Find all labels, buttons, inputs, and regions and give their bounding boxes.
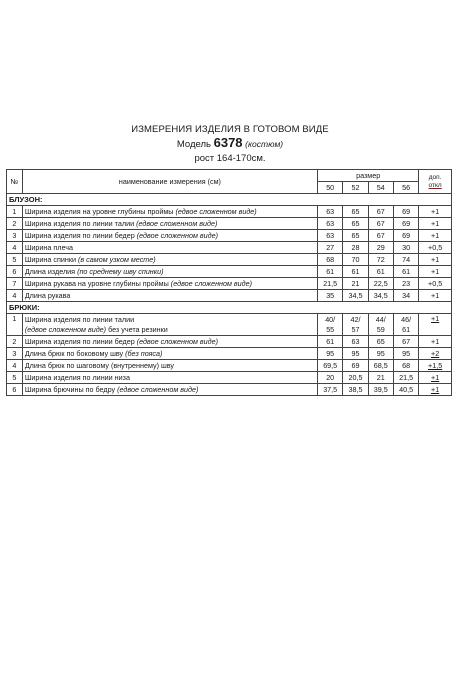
row-name xyxy=(22,372,317,384)
row-name xyxy=(22,206,317,218)
row-tolerance-value: +1 xyxy=(431,384,440,394)
row-tolerance: +1 xyxy=(419,206,452,218)
row-number: 4 xyxy=(7,242,23,254)
row-number: 2 xyxy=(7,218,23,230)
row-value: 34,5 xyxy=(368,290,393,302)
row-tolerance xyxy=(419,314,452,336)
row-value-line2: 57 xyxy=(351,324,360,334)
row-name xyxy=(22,348,317,360)
row-label: Ширина рукава на уровне глубины проймы xyxy=(24,278,169,288)
table-row xyxy=(7,384,452,396)
col-num-header: № xyxy=(7,170,23,194)
model-number: 6378 xyxy=(213,135,243,150)
row-value: 22,5 xyxy=(368,278,393,290)
section-title: БЛУЗОН: xyxy=(7,194,452,206)
row-value: 61 xyxy=(393,266,418,278)
model-line xyxy=(0,136,460,152)
row-number: 5 xyxy=(7,254,23,266)
row-number: 6 xyxy=(7,266,23,278)
row-value: 61 xyxy=(368,266,393,278)
table-row xyxy=(7,230,452,242)
row-value: 69 xyxy=(343,360,368,372)
row-note: (едвое сложенном виде) xyxy=(170,278,253,288)
row-value: 95 xyxy=(393,348,418,360)
row-value: 40,5 xyxy=(393,384,418,396)
row-tolerance: +1 xyxy=(419,266,452,278)
row-tolerance-value: +1,5 xyxy=(428,360,443,370)
row-value: 65 xyxy=(343,218,368,230)
row-value: 34,5 xyxy=(343,290,368,302)
row-value: 21,5 xyxy=(318,278,343,290)
height-range: рост 164-170см. xyxy=(194,153,266,164)
row-value-line2: 61 xyxy=(402,324,411,334)
row-name xyxy=(22,336,317,348)
row-value-line2: 59 xyxy=(376,324,385,334)
row-number: 4 xyxy=(7,360,23,372)
size-header: 54 xyxy=(368,182,393,194)
row-number: 2 xyxy=(7,336,23,348)
row-value: 28 xyxy=(343,242,368,254)
row-value: 39,5 xyxy=(368,384,393,396)
row-value: 63 xyxy=(343,336,368,348)
row-note: (едвое сложенном виде) xyxy=(117,384,199,394)
table-row xyxy=(7,254,452,266)
row-value: 21,5 xyxy=(393,372,418,384)
col-tolerance-header xyxy=(419,170,452,194)
table-row xyxy=(7,266,452,278)
row-value xyxy=(343,314,368,336)
row-label: Длина изделия xyxy=(24,266,76,276)
row-name xyxy=(22,230,317,242)
row-number: 3 xyxy=(7,348,23,360)
row-tolerance xyxy=(419,348,452,360)
row-value: 65 xyxy=(343,230,368,242)
row-number: 6 xyxy=(7,384,23,396)
row-value: 67 xyxy=(368,206,393,218)
document-title: ИЗМЕРЕНИЯ ИЗДЕЛИЯ В ГОТОВОМ ВИДЕ xyxy=(131,124,329,135)
table-row xyxy=(7,360,452,372)
row-value: 95 xyxy=(343,348,368,360)
row-number: 1 xyxy=(7,314,23,336)
col-size-header: размер xyxy=(318,170,419,182)
row-value: 72 xyxy=(368,254,393,266)
document-header xyxy=(0,124,460,165)
row-value xyxy=(393,314,418,336)
row-value: 63 xyxy=(318,230,343,242)
row-value: 63 xyxy=(318,206,343,218)
row-value: 61 xyxy=(343,266,368,278)
row-value: 68 xyxy=(318,254,343,266)
row-tolerance: +1 xyxy=(419,254,452,266)
row-label: Ширина изделия по линии талии xyxy=(24,218,135,228)
row-value: 70 xyxy=(343,254,368,266)
row-value: 29 xyxy=(368,242,393,254)
row-label: Длина брюк по боковому шву xyxy=(24,348,124,358)
measurements-table xyxy=(6,169,452,396)
row-value: 65 xyxy=(368,336,393,348)
row-value-line1: 42/ xyxy=(350,314,361,324)
row-note: (едвое сложенном виде) xyxy=(24,324,107,334)
row-label: Ширина изделия по линии низа xyxy=(24,372,130,382)
row-value-line1: 46/ xyxy=(401,314,412,324)
tolerance-header-dop: доп. xyxy=(428,173,442,181)
row-label: Ширина изделия по линии талии xyxy=(24,314,135,324)
size-header: 50 xyxy=(318,182,343,194)
row-name xyxy=(22,218,317,230)
row-name xyxy=(22,254,317,266)
table-row xyxy=(7,314,452,336)
row-value: 23 xyxy=(393,278,418,290)
row-tolerance: +1 xyxy=(419,218,452,230)
row-value: 67 xyxy=(393,336,418,348)
row-label: Ширина брючины по бедру xyxy=(24,384,116,394)
row-tolerance xyxy=(419,384,452,396)
model-label: Модель xyxy=(176,139,211,150)
row-value: 37,5 xyxy=(318,384,343,396)
row-value: 21 xyxy=(343,278,368,290)
row-value-line1: 40/ xyxy=(325,314,336,324)
row-note: (едвое сложенном виде) xyxy=(136,336,218,346)
col-name-header: наименование измерения (см) xyxy=(22,170,317,194)
row-value: 74 xyxy=(393,254,418,266)
row-tolerance: +1 xyxy=(419,336,452,348)
row-tolerance: +1 xyxy=(419,230,452,242)
table-row xyxy=(7,348,452,360)
row-value: 30 xyxy=(393,242,418,254)
row-value: 63 xyxy=(318,218,343,230)
row-name xyxy=(22,360,317,372)
row-value: 67 xyxy=(368,218,393,230)
table-row xyxy=(7,278,452,290)
row-label: Длина брюк по шаговому (внутреннему) шву xyxy=(24,360,174,370)
row-tolerance xyxy=(419,360,452,372)
row-value: 34 xyxy=(393,290,418,302)
row-label-line2 xyxy=(25,325,315,335)
row-note: (едвое сложенном виде) xyxy=(136,230,218,240)
table-row xyxy=(7,336,452,348)
row-value: 95 xyxy=(368,348,393,360)
row-note: (без пояса) xyxy=(125,348,163,358)
row-value xyxy=(368,314,393,336)
model-note: (костюм) xyxy=(245,139,284,149)
table-row xyxy=(7,218,452,230)
row-label: Ширина изделия на уровне глубины проймы xyxy=(24,206,174,216)
row-name xyxy=(22,278,317,290)
row-value: 69 xyxy=(393,218,418,230)
row-number: 1 xyxy=(7,206,23,218)
row-label: Ширина изделия по линии бедер xyxy=(24,336,135,346)
row-value: 69,5 xyxy=(318,360,343,372)
row-value: 35 xyxy=(318,290,343,302)
row-tolerance-value: +1 xyxy=(431,372,440,382)
row-name xyxy=(22,290,317,302)
row-name xyxy=(22,314,317,336)
row-note: (едвое сложенном виде) xyxy=(136,218,218,228)
size-header: 52 xyxy=(343,182,368,194)
row-value: 69 xyxy=(393,206,418,218)
row-tolerance: +0,5 xyxy=(419,278,452,290)
row-tolerance xyxy=(419,372,452,384)
row-value: 21 xyxy=(368,372,393,384)
row-value: 67 xyxy=(368,230,393,242)
row-value-line1: 44/ xyxy=(375,314,386,324)
row-value: 61 xyxy=(318,336,343,348)
row-number: 3 xyxy=(7,230,23,242)
row-value: 38,5 xyxy=(343,384,368,396)
row-number: 4 xyxy=(7,290,23,302)
row-value: 68 xyxy=(393,360,418,372)
row-value: 68,5 xyxy=(368,360,393,372)
table-row xyxy=(7,242,452,254)
row-value-line2: 55 xyxy=(326,324,335,334)
row-name xyxy=(22,242,317,254)
row-tolerance-value: +1 xyxy=(431,314,440,323)
row-value: 95 xyxy=(318,348,343,360)
row-tolerance: +1 xyxy=(419,290,452,302)
row-note: (в самом узком месте) xyxy=(78,254,156,264)
row-value xyxy=(318,314,343,336)
row-value: 65 xyxy=(343,206,368,218)
row-name xyxy=(22,384,317,396)
size-header: 56 xyxy=(393,182,418,194)
row-label: Длина рукава xyxy=(24,290,71,300)
row-value: 20 xyxy=(318,372,343,384)
row-tolerance-value: +2 xyxy=(431,348,440,358)
row-value: 61 xyxy=(318,266,343,278)
row-label: Ширина спинки xyxy=(24,254,77,264)
row-note-plain: без учета резинки xyxy=(108,324,168,334)
row-value: 27 xyxy=(318,242,343,254)
row-value: 20,5 xyxy=(343,372,368,384)
row-number: 5 xyxy=(7,372,23,384)
row-value: 69 xyxy=(393,230,418,242)
row-number: 7 xyxy=(7,278,23,290)
section-title: БРЮКИ: xyxy=(7,302,452,314)
row-name xyxy=(22,266,317,278)
row-label: Ширина плеча xyxy=(24,242,73,252)
table-row xyxy=(7,290,452,302)
row-tolerance: +0,5 xyxy=(419,242,452,254)
row-label: Ширина изделия по линии бедер xyxy=(24,230,135,240)
row-note: (по среднему шву спинки) xyxy=(77,266,164,276)
row-note: (едвое сложенном виде) xyxy=(175,206,257,216)
tolerance-header-otkl: откл xyxy=(428,181,442,189)
table-row xyxy=(7,372,452,384)
table-row xyxy=(7,206,452,218)
